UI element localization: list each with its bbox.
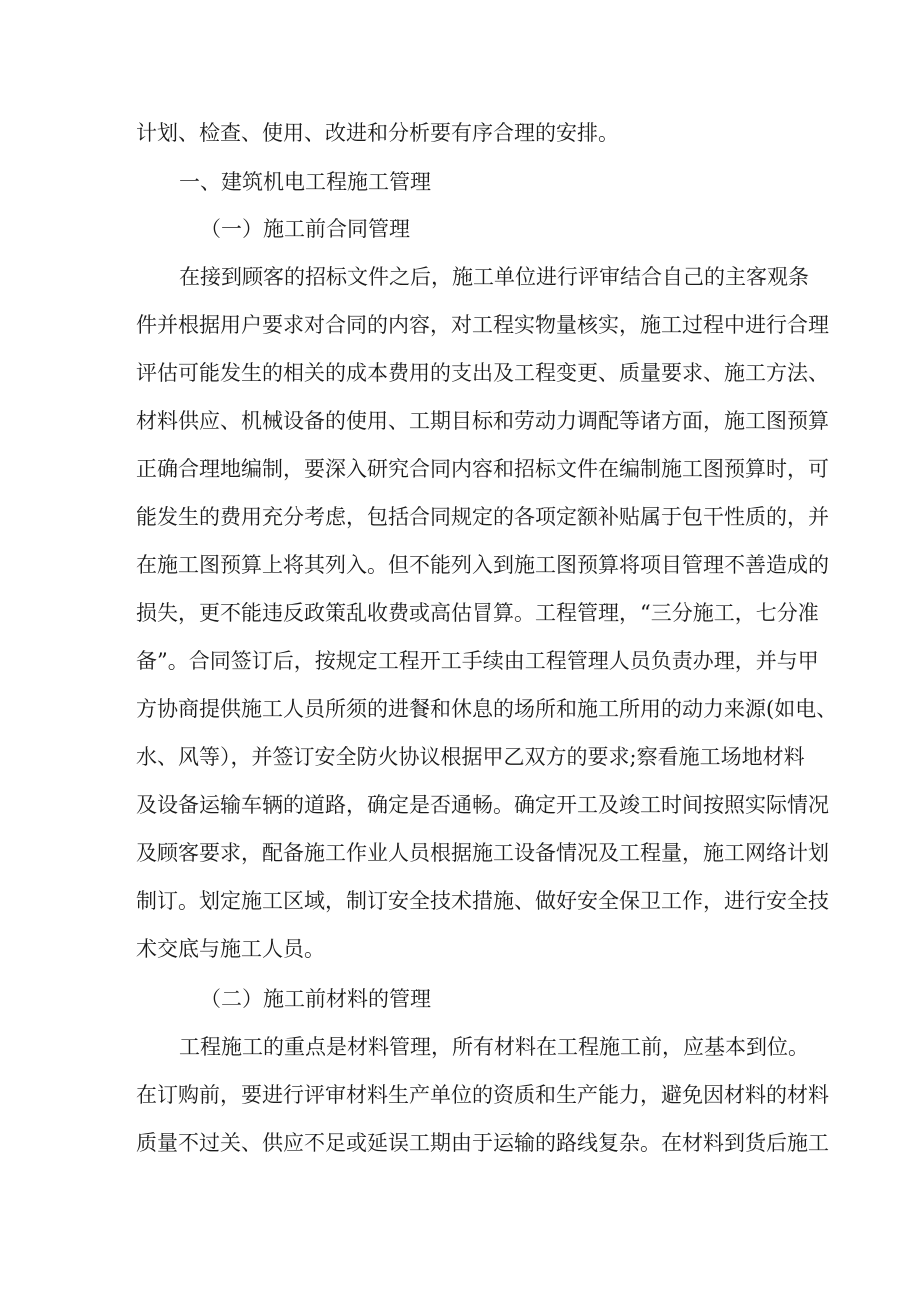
paragraph-line: 损失，更不能违反政策乱收费或高估冒算。工程管理，“三分施工，七分准 (136, 601, 819, 625)
paragraph-line: 工程施工的重点是材料管理，所有材料在工程施工前，应基本到位。 (179, 1035, 809, 1059)
paragraph-line: 在接到顾客的招标文件之后，施工单位进行评审结合自己的主客观条 (179, 265, 809, 289)
paragraph-line: 水、风等），并签订安全防火协议根据甲乙双方的要求;察看施工场地材料 (136, 745, 805, 769)
paragraph-line: 件并根据用户要求对合同的内容，对工程实物量核实，施工过程中进行合理 (136, 313, 829, 337)
paragraph-line: 在订购前，要进行评审材料生产单位的资质和生产能力，避免因材料的材料 (136, 1083, 829, 1107)
paragraph-line: 备”。合同签订后，按规定工程开工手续由工程管理人员负责办理，并与甲 (136, 649, 819, 673)
paragraph-line: 制订。划定施工区域，制订安全技术措施、做好安全保卫工作，进行安全技 (136, 889, 829, 913)
subsection-heading: （一）施工前合同管理 (200, 217, 410, 241)
paragraph-line: 正确合理地编制，要深入研究合同内容和招标文件在编制施工图预算时，可 (136, 457, 829, 481)
text-line: 计划、检查、使用、改进和分析要有序合理的安排。 (136, 121, 619, 145)
paragraph-line: 能发生的费用充分考虑，包括合同规定的各项定额补贴属于包干性质的，并 (136, 505, 829, 529)
section-heading: 一、建筑机电工程施工管理 (179, 170, 431, 194)
paragraph-line: 及顾客要求，配备施工作业人员根据施工设备情况及工程量，施工网络计划 (136, 841, 829, 865)
paragraph-line: 材料供应、机械设备的使用、工期目标和劳动力调配等诸方面，施工图预算 (136, 409, 829, 433)
paragraph-line: 在施工图预算上将其列入。但不能列入到施工图预算将项目管理不善造成的 (136, 553, 829, 577)
paragraph-line: 方协商提供施工人员所须的进餐和休息的场所和施工所用的动力来源(如电、 (136, 697, 838, 721)
paragraph-line: 及设备运输车辆的道路，确定是否通畅。确定开工及竣工时间按照实际情况 (136, 793, 829, 817)
paragraph-line: 术交底与施工人员。 (136, 937, 325, 961)
subsection-heading: （二）施工前材料的管理 (200, 987, 431, 1011)
paragraph-line: 质量不过关、供应不足或延误工期由于运输的路线复杂。在材料到货后施工 (136, 1131, 829, 1155)
paragraph-line: 评估可能发生的相关的成本费用的支出及工程变更、质量要求、施工方法、 (136, 361, 829, 385)
